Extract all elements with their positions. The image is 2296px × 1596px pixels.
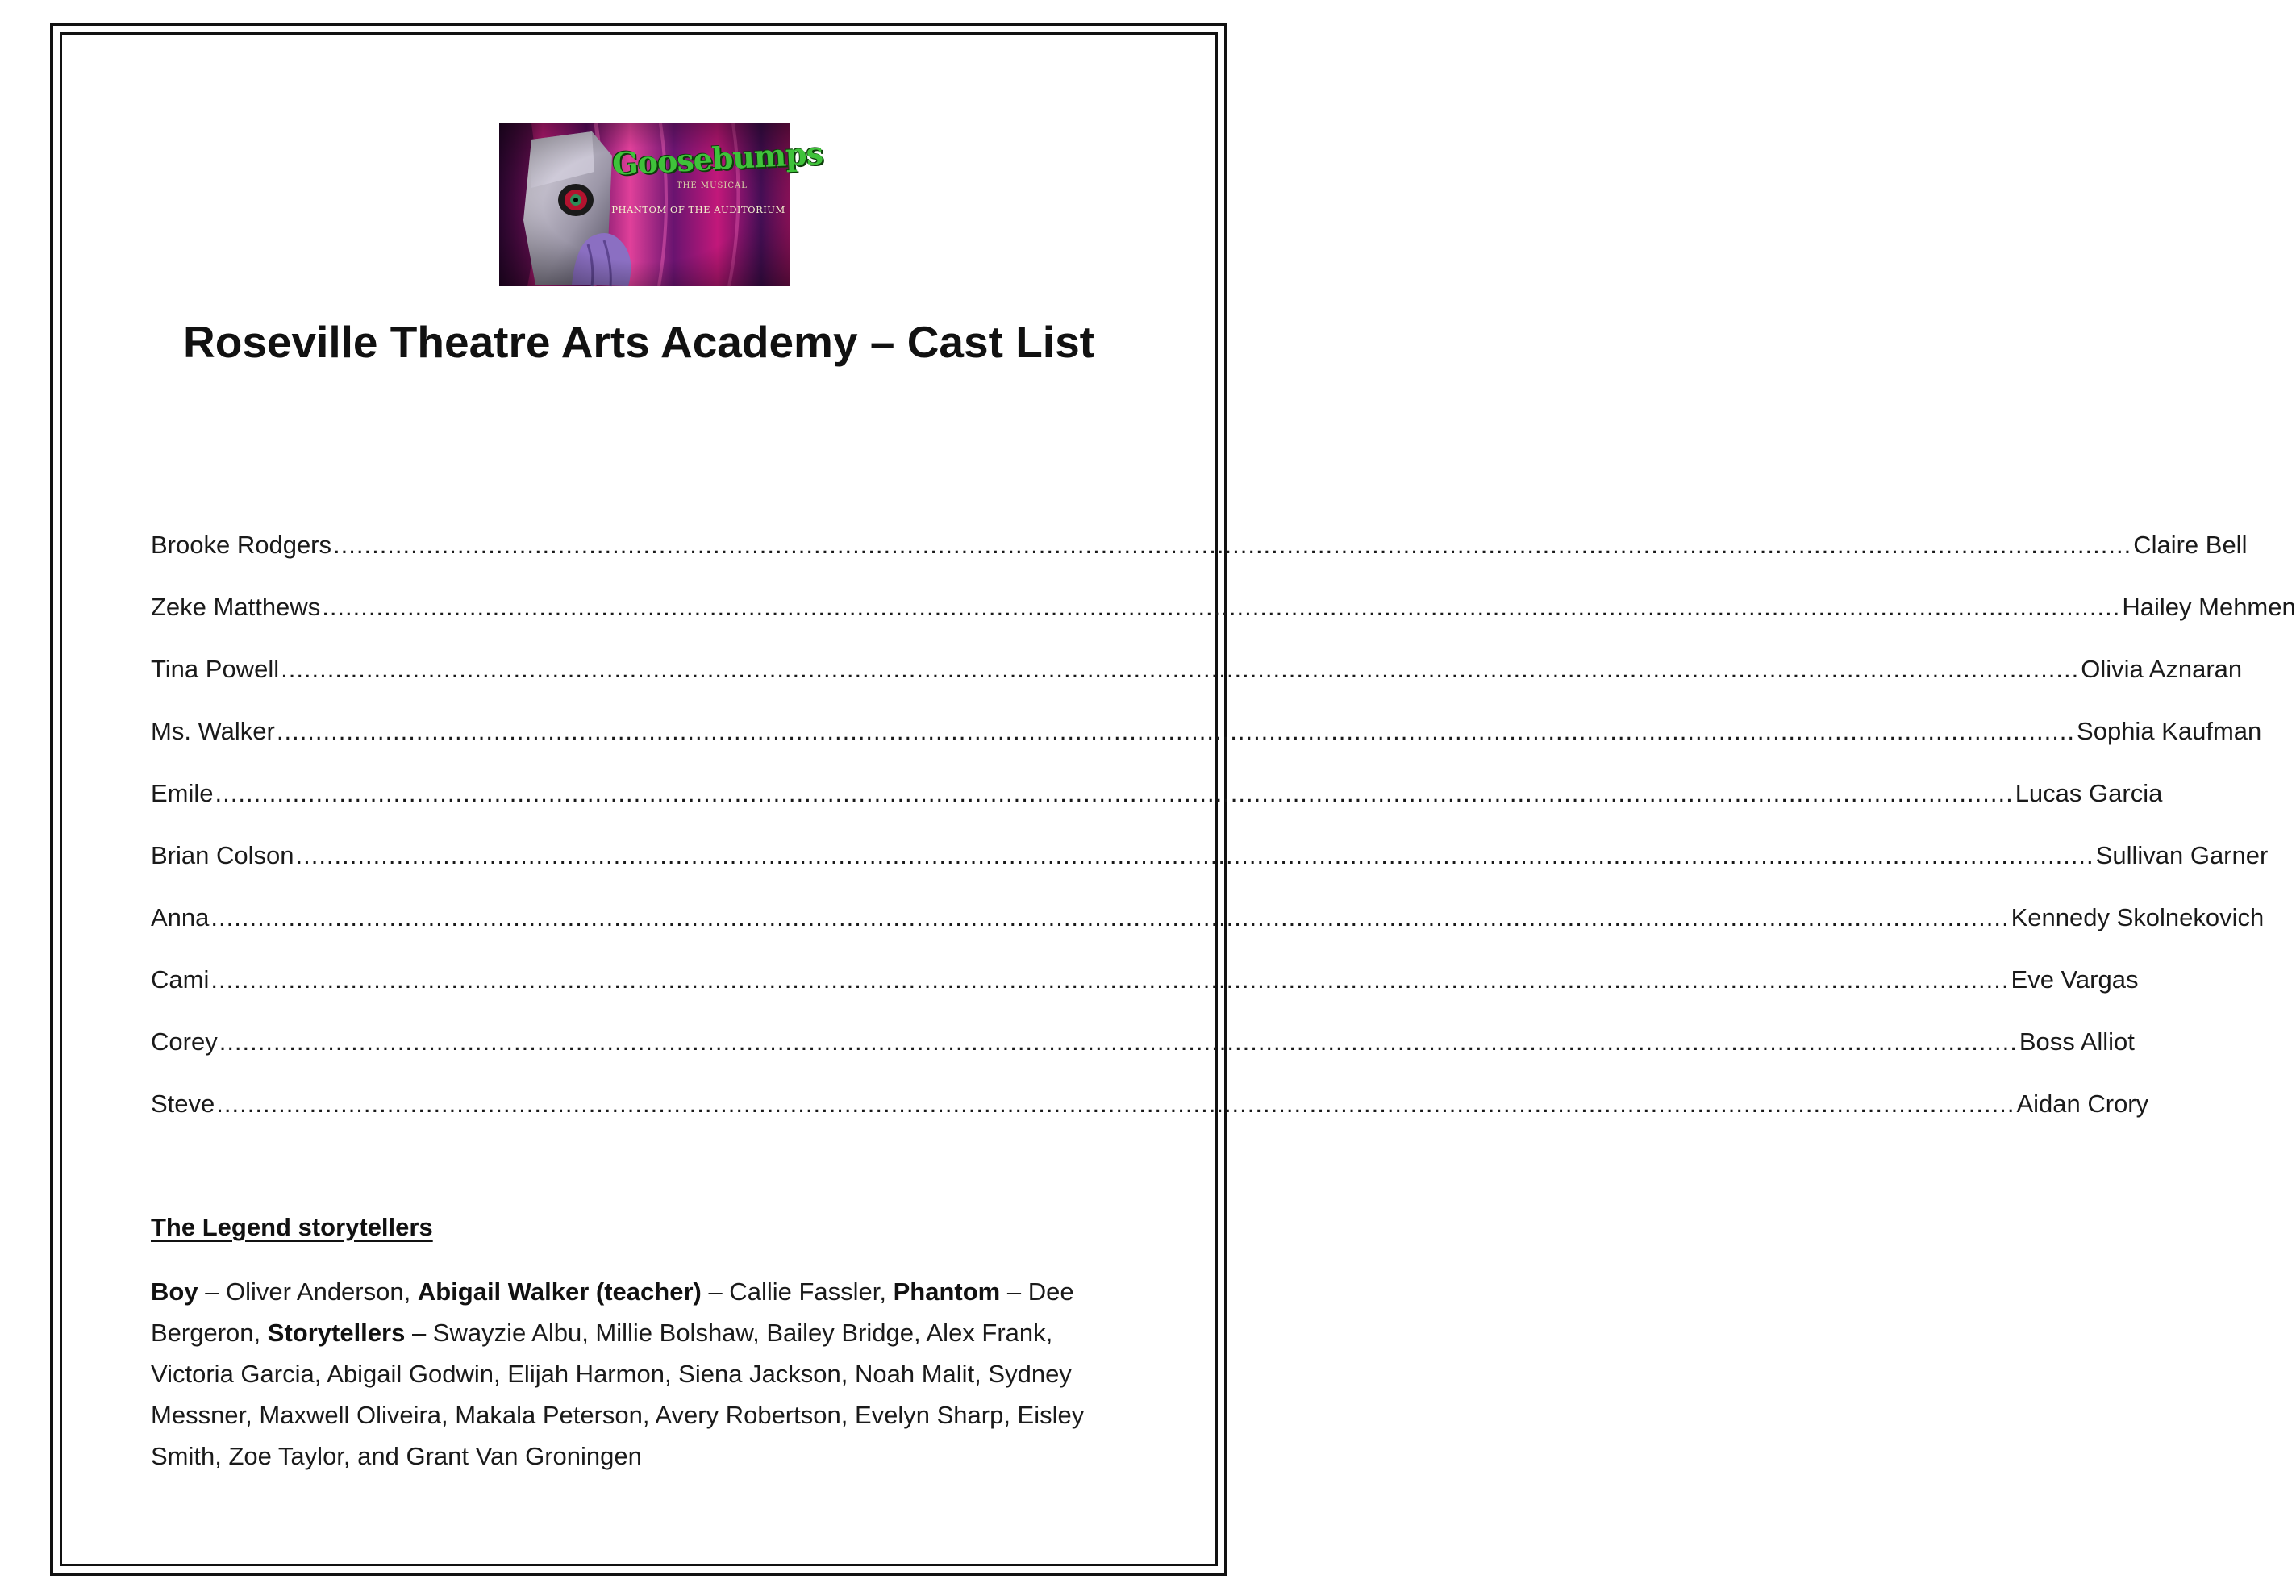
dot-leader [215, 777, 2014, 810]
cast-list [151, 529, 2296, 1150]
cast-role: Zeke Matthews [151, 593, 321, 621]
dot-leader [219, 1026, 2018, 1058]
legend-heading: The Legend storytellers [151, 1213, 433, 1241]
cast-role: Anna [151, 903, 210, 931]
cast-actor: Eve Vargas [2011, 965, 2139, 994]
cast-role: Steve [151, 1090, 215, 1118]
storytellers-actors: – Swayzie Albu, Millie Bolshaw, Bailey Bridge, Alex Frank, Victoria Garcia, Abigail Godwin, Elijah Harmon, Siena Jackson, Noah Malit, Sydney Messner, Maxwell Oliveira, Makala Peterson, Avery Robertson, Evelyn Sharp, Eisley Smith, Zoe Taylor, and Grant Van Groningen [151, 1319, 1085, 1470]
cast-actor: Sullivan Garner [2095, 841, 2269, 869]
cast-row [151, 964, 2139, 1026]
cast-row [151, 777, 2163, 840]
abigail-actor: – Callie Fassler, [701, 1277, 894, 1306]
cast-role: Tina Powell [151, 655, 280, 683]
cast-role: Corey [151, 1027, 218, 1056]
poster-tagline: PHANTOM OF THE AUDITORIUM [611, 204, 785, 215]
cast-role: Brian Colson [151, 841, 294, 869]
abigail-role: Abigail Walker (teacher) [417, 1277, 702, 1306]
cast-row [151, 1026, 2135, 1088]
cast-row [151, 1088, 2149, 1150]
dot-leader [277, 715, 2075, 748]
storytellers-role: Storytellers [267, 1319, 406, 1347]
dot-leader [210, 902, 2009, 934]
dot-leader [210, 964, 2009, 996]
cast-actor: Hailey Mehmen [2122, 593, 2296, 621]
cast-row [151, 902, 2265, 964]
cast-actor: Kennedy Skolnekovich [2011, 903, 2265, 931]
cast-actor: Lucas Garcia [2015, 779, 2163, 807]
poster-title: Goosebumps [610, 135, 824, 182]
dot-leader [281, 653, 2079, 685]
phantom-actor: – Dee Bergeron, [151, 1277, 1074, 1347]
poster-subtitle: THE MUSICAL [677, 181, 748, 190]
cast-role: Ms. Walker [151, 717, 275, 745]
cast-role: Cami [151, 965, 210, 994]
cast-actor: Claire Bell [2133, 531, 2248, 559]
cast-row [151, 591, 2296, 653]
page-title: Roseville Theatre Arts Academy – Cast List [183, 317, 1094, 367]
cast-actor: Sophia Kaufman [2077, 717, 2262, 745]
dot-leader [322, 591, 2120, 623]
cast-actor: Boss Alliot [2019, 1027, 2135, 1056]
cast-row [151, 529, 2248, 591]
dot-leader [333, 529, 2131, 561]
boy-role: Boy [151, 1277, 198, 1306]
cast-role: Emile [151, 779, 214, 807]
cast-row [151, 653, 2243, 715]
boy-actor: – Oliver Anderson, [198, 1277, 418, 1306]
cast-row [151, 840, 2269, 902]
cast-actor: Aidan Crory [2016, 1090, 2149, 1118]
storytellers-paragraph [151, 1271, 1135, 1477]
cast-actor: Olivia Aznaran [2081, 655, 2243, 683]
dot-leader [216, 1088, 2015, 1120]
dot-leader [295, 840, 2094, 872]
cast-row [151, 715, 2262, 777]
cast-role: Brooke Rodgers [151, 531, 332, 559]
phantom-role: Phantom [893, 1277, 1001, 1306]
show-poster [499, 123, 824, 286]
